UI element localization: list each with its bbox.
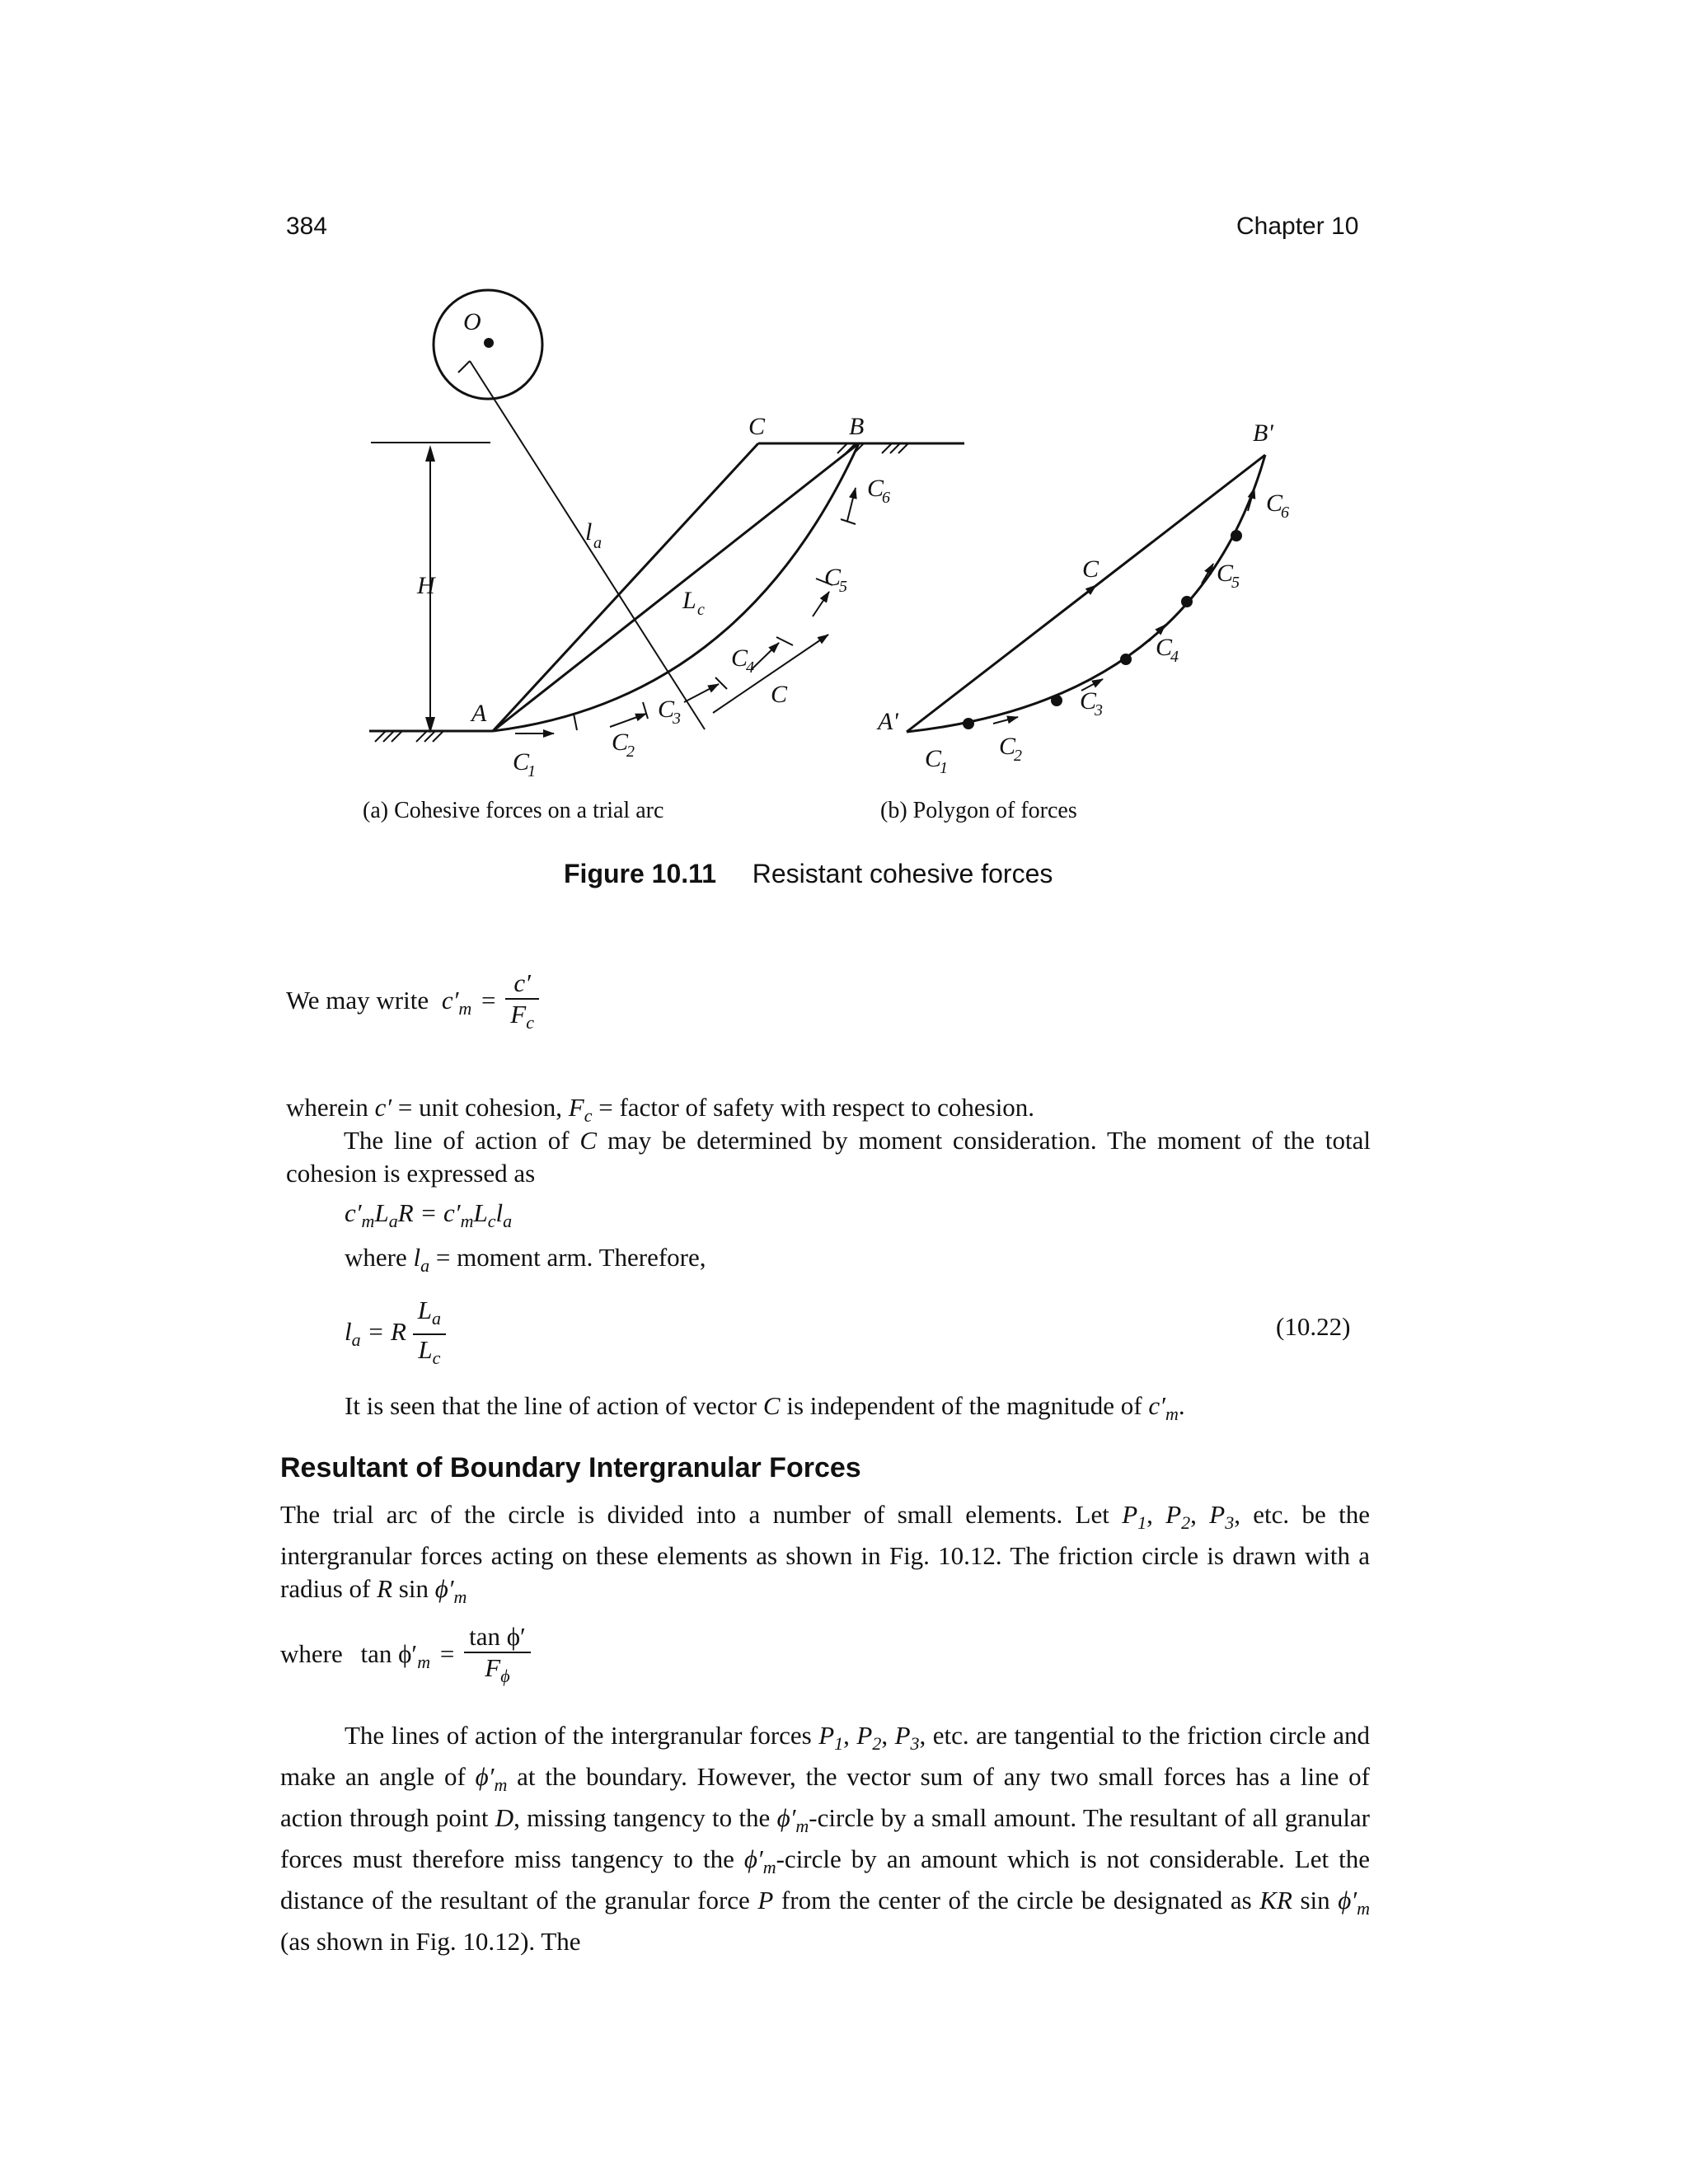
caption-b: (b) Polygon of forces [880, 798, 1077, 823]
label-c-vector: C [771, 681, 788, 708]
svg-text:5: 5 [839, 578, 847, 596]
svg-text:5: 5 [1231, 574, 1240, 592]
svg-text:a: a [593, 534, 602, 552]
svg-text:3: 3 [1095, 701, 1103, 719]
figure-10-11 [247, 272, 1401, 799]
label-p5: C [1217, 560, 1234, 587]
label-c5: C [824, 564, 842, 591]
label-p2: C [999, 733, 1016, 760]
label-c-poly: C [1082, 555, 1100, 583]
equation-cm: We may write $c'_m$ = $\frac{c'}{F_c}$ [286, 968, 539, 1038]
label-a-prime: A' [878, 708, 898, 735]
equation-number: (10.22) [1276, 1312, 1351, 1341]
label-c3: C [658, 696, 675, 723]
page-number: 384 [286, 213, 328, 240]
label-a: A [471, 700, 487, 727]
label-p3: C [1080, 687, 1097, 715]
label-p4: C [1156, 634, 1173, 661]
label-c6: C [867, 475, 884, 502]
label-h: H [417, 572, 435, 599]
diagram-b [876, 419, 1289, 777]
svg-text:2: 2 [626, 743, 635, 761]
equation-tan-phi: where $\tan \phi'_m$ = $\frac{\text{tan ϕ′}}{F_\phi}$ [280, 1622, 531, 1691]
svg-text:6: 6 [882, 489, 890, 507]
label-c4: C [731, 644, 748, 672]
label-b-prime: B' [1253, 419, 1273, 447]
svg-text:4: 4 [746, 658, 754, 677]
svg-text:1: 1 [940, 759, 948, 777]
label-p1: C [925, 745, 942, 772]
section-heading: Resultant of Boundary Intergranular Forces [280, 1452, 861, 1483]
svg-text:c: c [697, 601, 705, 619]
center-point [484, 338, 494, 348]
where-moment-arm: where $l_a$ = moment arm. Therefore, [345, 1243, 706, 1276]
figure-number: Figure 10.11 [564, 859, 716, 888]
paragraph-moment: The line of action of C may be determined by moment consideration. The moment of the total cohesion is expressed as [286, 1126, 1372, 1188]
wherein-line: wherein c′ = unit cohesion, $F_c$ = factor of safety with respect to cohesion. [286, 1093, 1035, 1126]
svg-text:4: 4 [1170, 648, 1179, 666]
paragraph-lines-of-action: The lines of action of the intergranular forces $P_1$, $P_2$, $P_3$, etc. are tangential to the friction circle and make an angle of $\phi'_m$ at the boundary. However, the vector sum of any two small forces has a line of action through point D, missing tangency to the $\phi'_m$-circle by a small amount. The resultant of all granular forces must therefore miss tangency to the $\phi'_m$-circle by an amount which is not considerable. Let the distance of the resultant of the granular force P from the center of the circle be designated as KR $\sin \phi'_m$ (as shown in Fig. 10.12). The [280, 1721, 1371, 1956]
label-lc: L [682, 587, 696, 614]
paragraph-trial-arc: The trial arc of the circle is divided into a number of small elements. Let $P_1$, $P_2$, $P_3$, etc. be the intergranular forces acting on these elements as shown in Fig. 10.12. The friction circle is drawn with a radius of R $\sin \phi'_m$ [280, 1500, 1370, 1607]
figure-caption: Resistant cohesive forces [752, 859, 1053, 888]
equation-moment: $c'_mL_aR = c'_mL_cl_a$ [345, 1198, 513, 1231]
svg-text:6: 6 [1281, 504, 1289, 522]
label-c-top: C [748, 413, 766, 440]
label-c1: C [513, 748, 530, 776]
label-p6: C [1266, 490, 1283, 517]
label-c2: C [612, 729, 629, 756]
label-la: l [585, 518, 593, 546]
label-o: O [463, 308, 481, 335]
svg-text:1: 1 [528, 762, 536, 780]
equation-10-22: $l_a = R$ $\frac{L_a}{L_c}$ [345, 1296, 446, 1373]
chapter-label: Chapter 10 [1236, 213, 1359, 240]
svg-text:2: 2 [1014, 747, 1022, 765]
caption-a: (a) Cohesive forces on a trial arc [363, 798, 664, 823]
figure-title [564, 859, 1053, 889]
independence-line: It is seen that the line of action of vector C is independent of the magnitude of $c'_m$. [345, 1391, 1185, 1424]
diagram-a [369, 290, 964, 780]
svg-text:3: 3 [673, 710, 681, 728]
label-b: B [849, 413, 865, 440]
